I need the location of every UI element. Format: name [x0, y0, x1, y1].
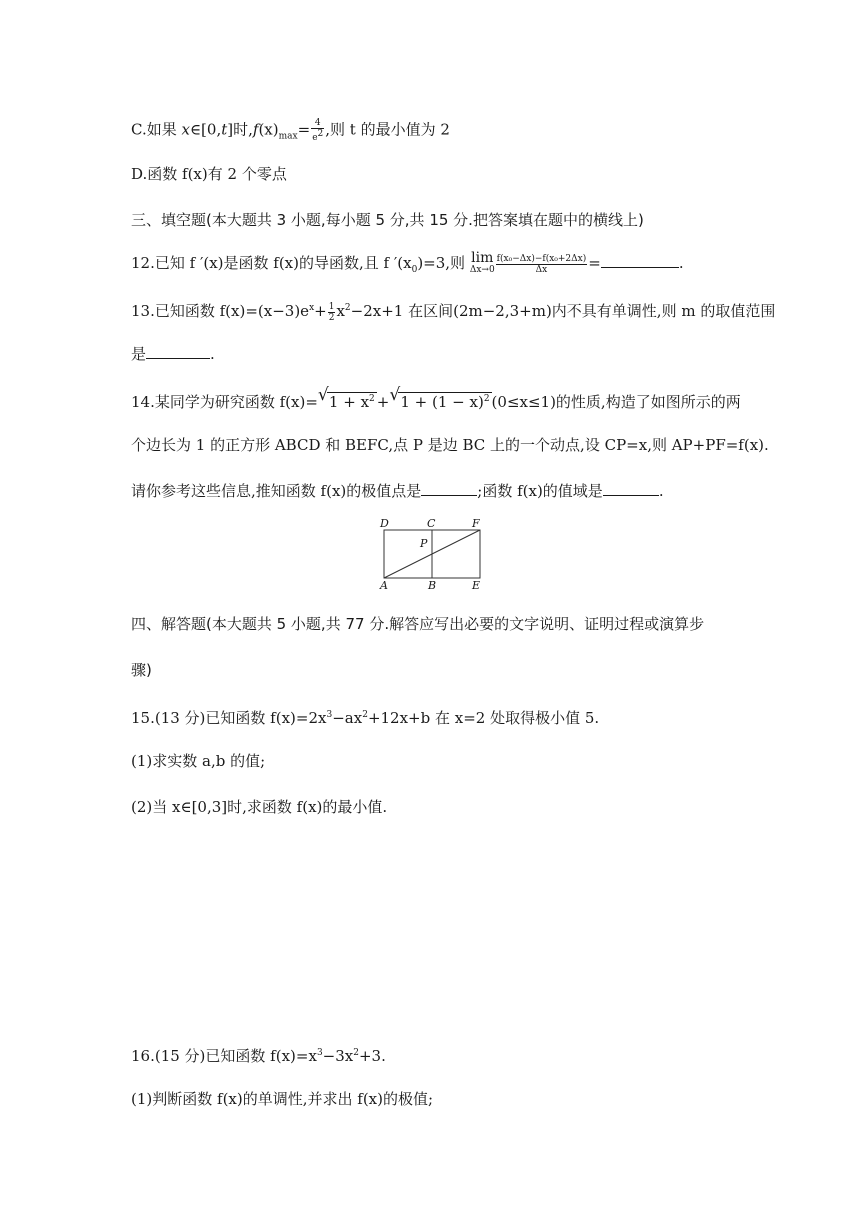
section-4-header-line-2: 骤)	[131, 661, 152, 679]
option-d: D.函数 f(x)有 2 个零点	[131, 165, 287, 183]
lim-word: lim	[471, 250, 494, 266]
q16-text-b: −3x	[322, 1047, 354, 1065]
sqrt-2-text: 1 + (1 − x)	[400, 393, 484, 411]
q12-subscript-0: 0	[411, 265, 418, 275]
radical-sign-1: √	[317, 385, 329, 405]
question-14-line-2: 个边长为 1 的正方形 ABCD 和 BEFC,点 P 是边 BC 上的一个动点,设 CP=x,则 AP+PF=f(x).	[131, 436, 769, 454]
label-f: F	[472, 517, 480, 530]
var-x: x	[181, 120, 190, 139]
question-12	[131, 252, 684, 280]
fraction-numerator: 4	[311, 118, 324, 129]
question-13-line-1	[131, 298, 775, 323]
label-a: A	[380, 579, 388, 591]
question-15-part-2: (2)当 x∈[0,3]时,求函数 f(x)的最小值.	[131, 798, 388, 816]
q14-plus: +	[376, 393, 390, 411]
option-c-prefix: C.如果	[131, 120, 182, 139]
func-f: f	[252, 120, 259, 139]
sqrt-1-body	[327, 392, 377, 411]
q13-numerator: 1	[328, 301, 335, 312]
fraction-denominator	[311, 129, 324, 143]
q13-text-a: 13.已知函数 f(x)=(x−3)e	[131, 302, 310, 320]
q15-text-c: +12x+b 在 x=2 处取得极小值 5.	[367, 709, 600, 727]
q12-text-b: )=3,则	[417, 254, 470, 272]
square-befc	[432, 530, 480, 578]
interval-end: ]时,	[227, 120, 253, 139]
sqrt-2-body	[398, 392, 491, 411]
q16-text-a: 16.(15 分)已知函数 f(x)=x	[131, 1047, 317, 1065]
q16-exp-3: 3	[316, 1048, 323, 1058]
sqrt-1	[317, 385, 377, 412]
label-c: C	[427, 517, 436, 530]
option-c-suffix: ,则 t 的最小值为 2	[325, 120, 450, 139]
q14-text-a: 14.某同学为研究函数 f(x)=	[131, 393, 318, 411]
sqrt-1-exponent: 2	[369, 394, 375, 404]
var-t: t	[221, 120, 228, 139]
question-15	[131, 705, 599, 728]
q14-text-b: (0≤x≤1)的性质,构造了如图所示的两	[491, 393, 741, 411]
answer-blank-12[interactable]	[601, 253, 679, 268]
q13-text-d: −2x+1 在区间(2m−2,3+m)内不具有单调性,则 m 的取值范围	[350, 302, 776, 320]
label-p: P	[420, 537, 428, 550]
sqrt-2	[389, 385, 491, 412]
sqrt-2-exponent: 2	[483, 394, 490, 404]
q12-end: .	[678, 254, 684, 272]
question-14-line-3	[131, 481, 664, 501]
question-16	[131, 1043, 386, 1066]
section-3-header: 三、填空题(本大题共 3 小题,每小题 5 分,共 15 分.把答案填在题中的横线上)	[131, 211, 644, 229]
equals: =	[297, 120, 311, 139]
option-c	[131, 118, 450, 147]
answer-blank-14b[interactable]	[603, 481, 659, 496]
question-15-part-1: (1)求实数 a,b 的值;	[131, 752, 266, 770]
radical-sign-2: √	[389, 385, 401, 405]
q16-text-c: +3.	[358, 1047, 386, 1065]
answer-blank-13[interactable]	[146, 344, 210, 359]
q13-plus: +	[314, 302, 327, 320]
q15-exp-3: 3	[326, 710, 333, 720]
label-e: E	[472, 579, 481, 591]
limit-operator	[470, 252, 495, 276]
func-arg: (x)	[258, 120, 279, 139]
q15-exp-2: 2	[362, 710, 368, 720]
q14-line3-a: 请你参考这些信息,推知函数 f(x)的极值点是	[131, 482, 422, 500]
q13-line2-text: 是	[131, 345, 147, 363]
sqrt-1-text: 1 + x	[328, 393, 370, 411]
question-13-line-2	[131, 344, 215, 364]
e-exponent: 2	[317, 129, 324, 139]
q13-line2-end: .	[210, 345, 215, 363]
q15-text-a: 15.(13 分)已知函数 f(x)=2x	[131, 709, 327, 727]
answer-blank-14a[interactable]	[421, 481, 477, 496]
q12-equals: =	[588, 254, 601, 272]
q13-fraction-half	[328, 302, 336, 323]
two-squares-figure	[376, 517, 488, 591]
lim-subscript: Δx→0	[469, 265, 495, 275]
q12-fraction	[496, 254, 588, 275]
q12-denominator: Δx	[535, 264, 548, 275]
q12-text-a: 12.已知 f ′(x)是函数 f(x)的导函数,且 f ′(x	[131, 254, 412, 272]
max-subscript: max	[278, 131, 298, 142]
q13-exponent-2: 2	[344, 303, 351, 313]
q13-var-x: x	[336, 302, 345, 320]
q13-denominator: 2	[328, 312, 335, 323]
e-symbol: e	[312, 133, 318, 143]
q12-numerator: f(x₀−Δx)−f(x₀+2Δx)	[496, 253, 587, 264]
section-4-header-line-1: 四、解答题(本大题共 5 小题,共 77 分.解答应写出必要的文字说明、证明过程或演算步	[131, 615, 705, 633]
question-16-part-1: (1)判断函数 f(x)的单调性,并求出 f(x)的极值;	[131, 1090, 434, 1108]
q14-line3-b: ;函数 f(x)的值域是	[477, 482, 603, 500]
q15-text-b: −ax	[332, 709, 363, 727]
question-14-line-1	[131, 385, 741, 412]
q16-exp-2: 2	[353, 1048, 359, 1058]
q13-exponent-x: x	[309, 303, 315, 313]
q14-line3-c: .	[658, 482, 664, 500]
fraction-4-e2	[311, 118, 324, 143]
label-d: D	[380, 517, 389, 530]
interval-start: ∈[0,	[189, 120, 222, 139]
label-b: B	[428, 579, 437, 591]
